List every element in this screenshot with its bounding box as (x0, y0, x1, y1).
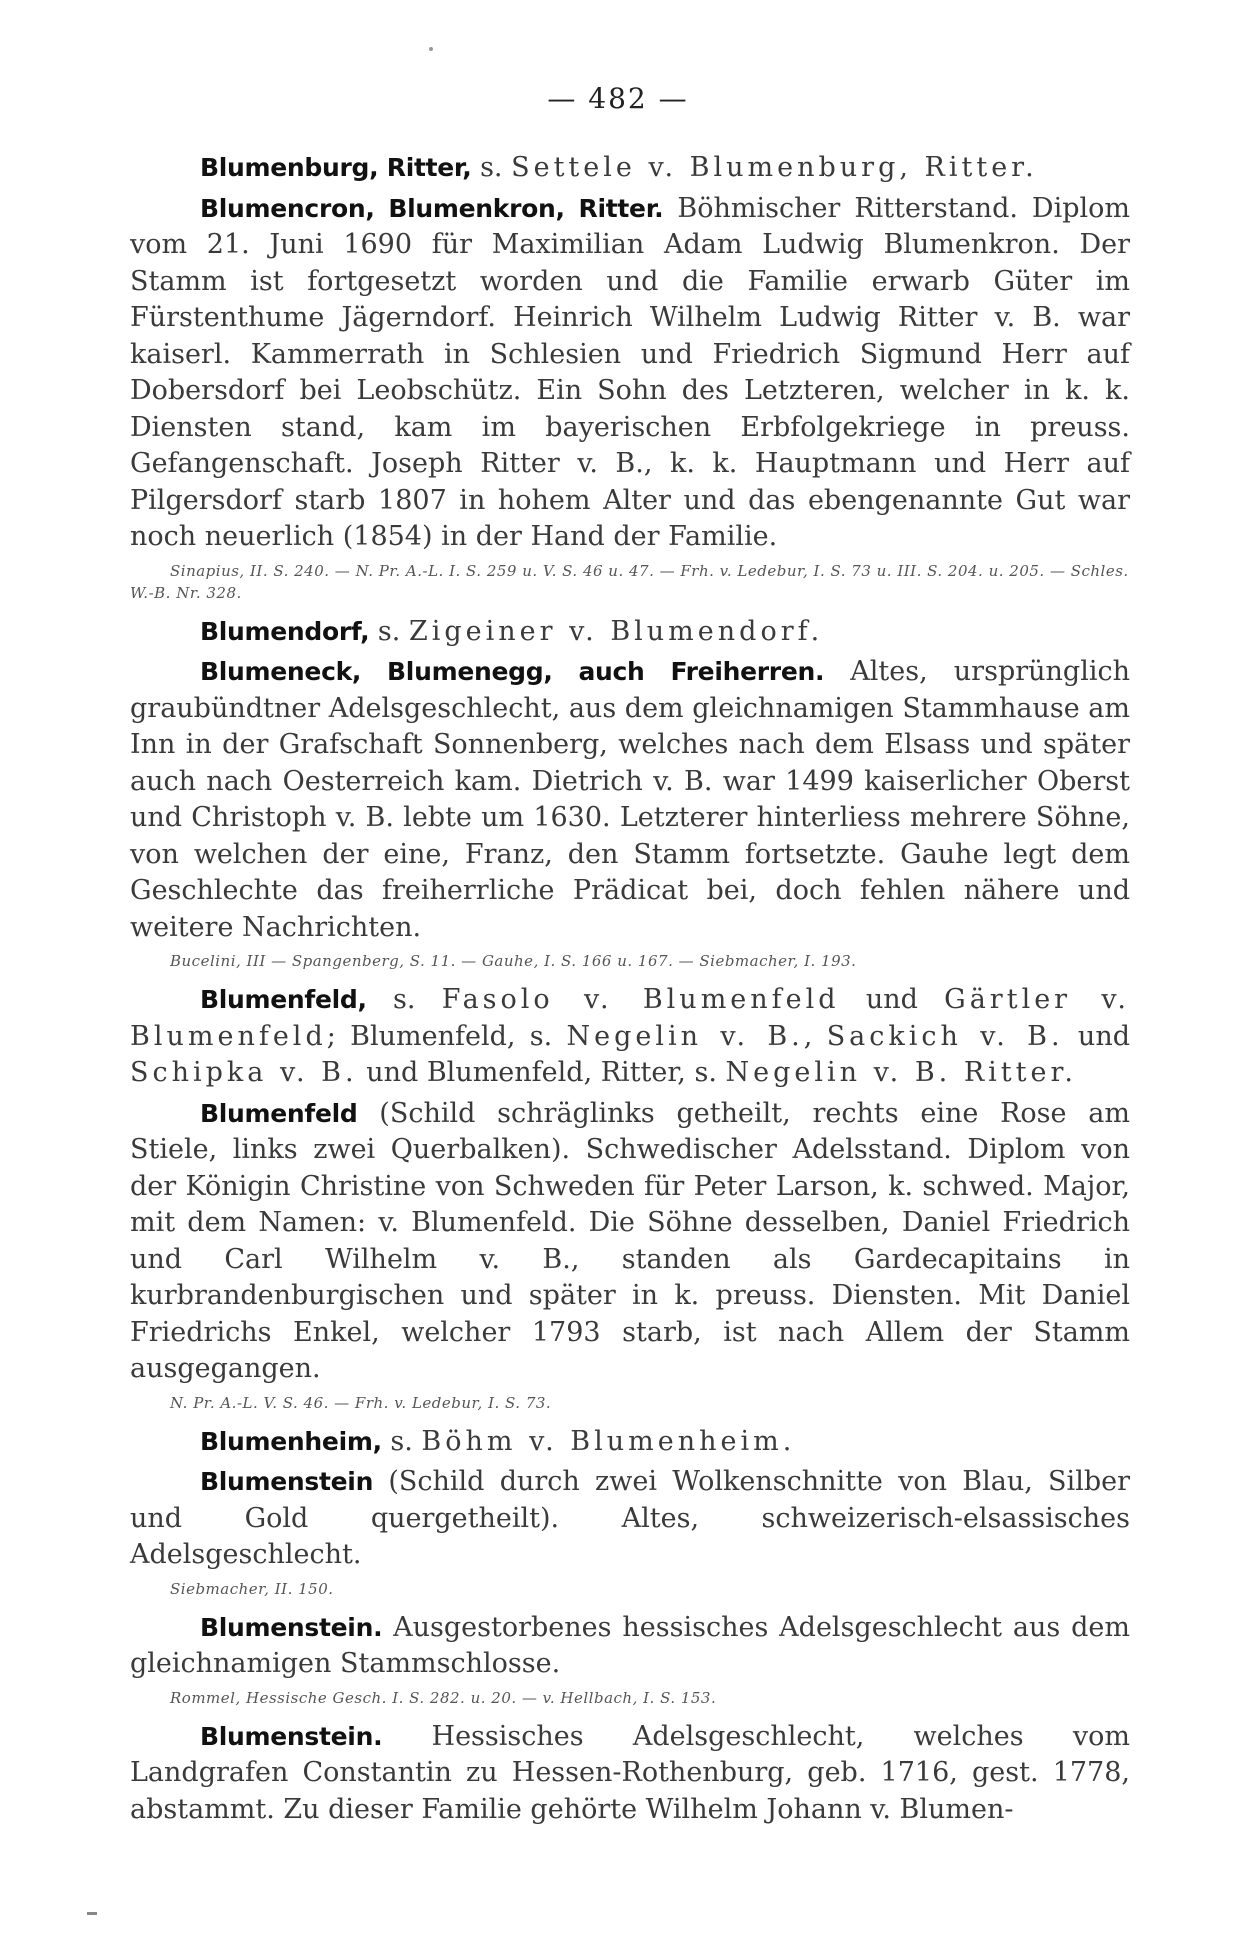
entry-blumenstein-hessian (130, 1719, 1130, 1829)
cross-reference: Fasolo v. Blumenfeld (441, 984, 840, 1015)
cross-reference: Böhm v. Blumenheim. (421, 1425, 796, 1457)
entry-text: (Schild schräglinks getheilt, rechts eine Rose am Stiele, links zwei Querbalken). Schwedischer Adelsstand. Diplom von der Königin Christine von Schweden für Peter Larson, k. schwed. Major, mit dem Namen: v. Blumenfeld. Die Söhne desselben, Daniel Friedrich und Carl Wilhelm v. B., standen als Gardecapitains in kurbrandenburgischen und später in k. preuss. Diensten. Mit Daniel Friedrichs Enkel, welcher 1793 starb, ist nach Allem der Stamm ausgegangen. (130, 1097, 1130, 1384)
entry-text: s. (471, 152, 512, 183)
entry-blumenstein-swiss (130, 1464, 1130, 1574)
cross-reference: Negelin v. B. Ritter. (725, 1057, 1077, 1088)
entry-text: Ausgestorbenes hessisches Adelsgeschlecht aus dem gleichnamigen Stammschlosse. (130, 1611, 1130, 1679)
entry-text: und Blumenfeld, Ritter, s. (357, 1057, 726, 1088)
entry-heading: Blumenheim, (200, 1426, 382, 1456)
entry-heading: Blumencron, Blumenkron, Ritter. (200, 193, 664, 223)
main-text-column (130, 150, 1130, 1832)
margin-mark (87, 1912, 97, 1915)
source-citation: Siebmacher, II. 150. (170, 1579, 334, 1598)
cross-reference: Zigeiner v. Blumendorf. (408, 615, 824, 647)
entry-text: ; Blumenfeld, s. (326, 1020, 567, 1052)
entry-text: und (1063, 1020, 1130, 1052)
entry-blumenburg (130, 150, 1130, 187)
cross-reference: Schipka v. B. (130, 1057, 358, 1088)
entry-blumeneck (130, 654, 1130, 946)
entry-heading: Blumenstein. (200, 1721, 383, 1751)
entry-heading: Blumenstein. (200, 1612, 383, 1642)
entry-text: (Schild durch zwei Wolkenschnitte von Blau, Silber und Gold quergetheilt). Altes, schweizerisch-elsassisches Adelsgeschlecht. (130, 1466, 1130, 1570)
entry-blumenstein-extinct (130, 1610, 1130, 1683)
entry-text: Hessisches Adelsgeschlecht, welches vom Landgrafen Constantin zu Hessen-Rothenburg, geb. 1716, gest. 1778, abstammt. Zu dieser Familie gehörte Wilhelm Johann v. Blumen- (130, 1720, 1130, 1825)
entry-blumenheim (130, 1424, 1130, 1461)
stray-ink-mark (429, 47, 433, 51)
entry-blumenfeld-references (130, 982, 1130, 1092)
entry-text: , (803, 1020, 827, 1052)
entry-text: und (839, 984, 945, 1015)
entry-text: Altes, ursprünglich graubündtner Adelsgeschlecht, aus dem gleichnamigen Stammhause am Inn in der Grafschaft Sonnenberg, welches nach dem Elsass und später auch nach Oesterreich kam. Dietrich v. B. war 1499 kaiserlicher Oberst und Christoph v. B. lebte um 1630. Letzterer hinterliess mehrere Söhne, von welchen der eine, Franz, den Stamm fortsetzte. Gauhe legt dem Geschlechte das freiherrliche Prädicat bei, doch fehlen nähere und weitere Nachrichten. (130, 656, 1130, 943)
entry-text: s. (369, 615, 409, 647)
source-citation: N. Pr. A.-L. V. S. 46. — Frh. v. Ledebur, I. S. 73. (170, 1393, 552, 1412)
source-citation: Sinapius, II. S. 240. — N. Pr. A.-L. I. S. 259 u. V. S. 46 u. 47. — Frh. v. Ledebur, I. S. 73 u. III. S. 204. u. 205. — Schles. W.-B. Nr. 328. (130, 561, 1129, 602)
entry-text: s. (366, 984, 442, 1015)
entry-heading: Blumenstein (200, 1467, 374, 1496)
entry-heading: Blumenfeld, (200, 985, 367, 1014)
entry-text: s. (381, 1425, 422, 1457)
source-citation: Rommel, Hessische Gesch. I. S. 282. u. 20. — v. Hellbach, I. S. 153. (170, 1688, 717, 1707)
entry-blumendorf (130, 614, 1130, 651)
cross-reference: Negelin v. B. (566, 1020, 804, 1052)
entry-heading: Blumendorf, (200, 616, 370, 646)
entry-blumencron (130, 191, 1130, 556)
cross-reference: Sackich v. B. (826, 1020, 1064, 1052)
entry-text: Böhmischer Ritterstand. Diplom vom 21. Juni 1690 für Maximilian Adam Ludwig Blumenkron. Der Stamm ist fortgesetzt worden und die Familie erwarb Güter im Fürstenthume Jägerndorf. Heinrich Wilhelm Ludwig Ritter v. B. war kaiserl. Kammerrath in Schlesien und Friedrich Sigmund Herr auf Dobersdorf bei Leobschütz. Ein Sohn des Letzteren, welcher in k. k. Diensten stand, kam im bayerischen Erbfolgekriege in preuss. Gefangenschaft. Joseph Ritter v. B., k. k. Hauptmann und Herr auf Pilgersdorf starb 1807 in hohem Alter und das ebengenannte Gut war noch neuerlich (1854) in der Hand der Familie. (130, 192, 1130, 552)
page-number: — 482 — (547, 82, 689, 115)
entry-blumenfeld (130, 1096, 1130, 1388)
cross-reference: Settele v. Blumenburg, Ritter. (511, 152, 1038, 183)
entry-heading: Blumeneck, Blumenegg, auch Freiherren. (200, 657, 825, 686)
source-citation: Bucelini, III — Spangenberg, S. 11. — Gauhe, I. S. 166 u. 167. — Siebmacher, I. 193. (170, 952, 857, 970)
cross-reference: Gärtler v. Blumenfeld (130, 984, 1130, 1052)
entry-heading: Blumenfeld (200, 1098, 358, 1128)
entry-heading: Blumenburg, Ritter, (200, 153, 472, 182)
